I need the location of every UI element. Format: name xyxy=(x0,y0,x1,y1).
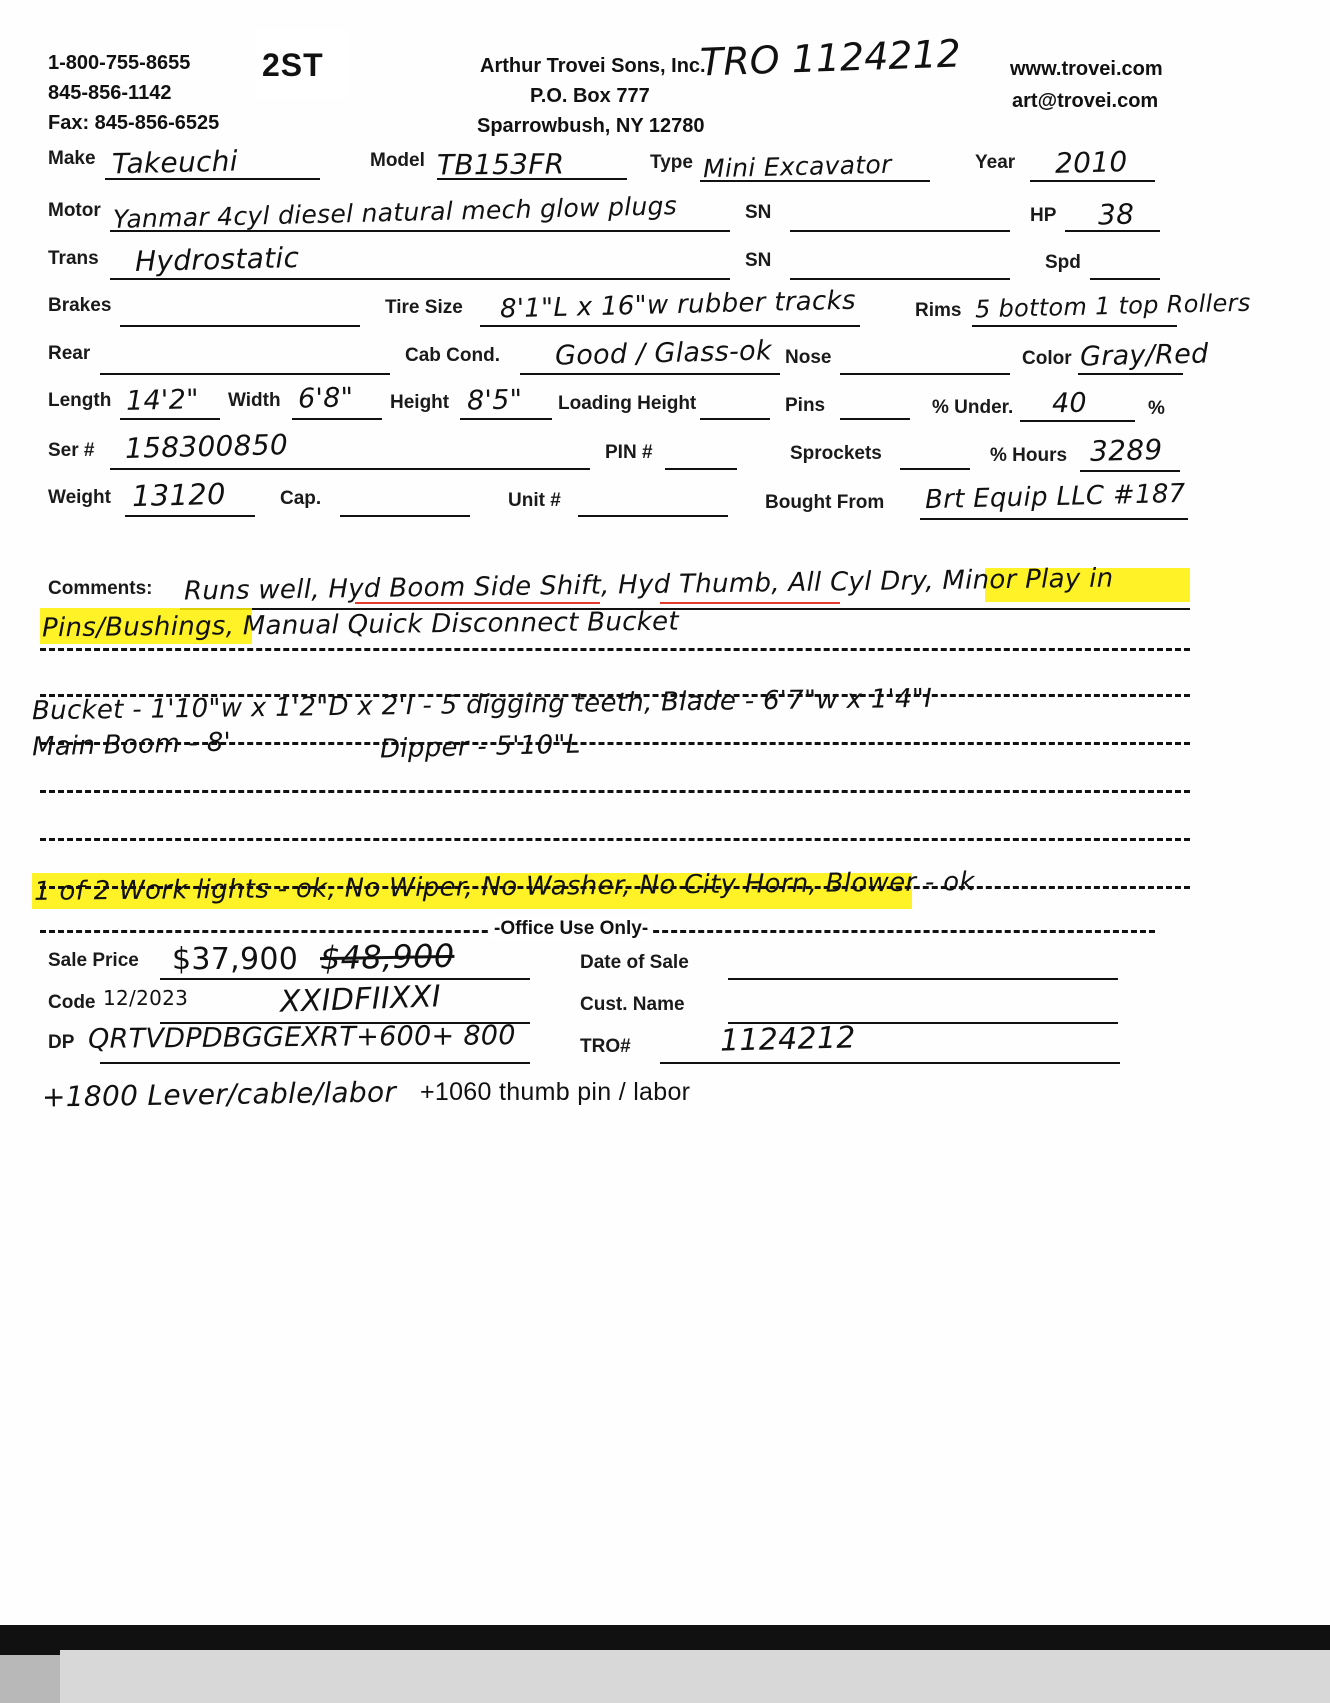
rule-year xyxy=(1030,180,1155,182)
value-year: 2010 xyxy=(1054,145,1128,180)
value-tire-size: 8'1"L x 16"w rubber tracks xyxy=(499,285,857,325)
label-sprockets: Sprockets xyxy=(790,443,882,464)
label-year: Year xyxy=(975,152,1016,173)
value-make: Takeuchi xyxy=(111,144,239,181)
label-comments: Comments: xyxy=(48,578,153,599)
redline-comments-1b xyxy=(660,602,840,604)
value-tro-num: 1124212 xyxy=(719,1020,857,1059)
value-height: 8'5" xyxy=(466,384,523,417)
value-width: 6'8" xyxy=(297,382,354,415)
rule-percent-hours xyxy=(1080,470,1180,472)
label-ser: Ser # xyxy=(48,440,95,461)
company-email: art@trovei.com xyxy=(1012,90,1159,112)
value-sale-price-crossed: $48,900 xyxy=(319,936,455,978)
rule-unit xyxy=(578,515,728,517)
footnote-typed: +1060 thumb pin / labor xyxy=(420,1078,691,1106)
rule-date-of-sale xyxy=(728,978,1118,980)
rule-height xyxy=(460,418,552,420)
label-sale-price: Sale Price xyxy=(48,950,139,971)
redline-comments-1a xyxy=(355,602,600,604)
rule-percent-under xyxy=(1020,420,1135,422)
label-nose: Nose xyxy=(785,347,832,368)
footnote-handwritten: +1800 Lever/cable/labor xyxy=(41,1075,397,1114)
rule-ser xyxy=(110,468,590,470)
rule-sale-price xyxy=(160,978,530,980)
comments-line-3: Bucket - 1'10"w x 1'2"D x 2'I - 5 digging teeth, Blade - 6'7"w x 1'4"I xyxy=(31,683,933,727)
value-code-date: 12/2023 xyxy=(103,986,189,1010)
label-length: Length xyxy=(48,390,112,411)
rule-tire-size xyxy=(480,325,860,327)
rule-width xyxy=(292,418,382,420)
rule-tro-num xyxy=(660,1062,1120,1064)
value-length: 14'2" xyxy=(125,384,200,417)
rule-weight xyxy=(125,515,255,517)
rule-rear xyxy=(100,373,390,375)
page-bottom-margin xyxy=(60,1650,1330,1703)
label-brakes: Brakes xyxy=(48,295,112,316)
company-city: Sparrowbush, NY 12780 xyxy=(477,115,705,137)
rule-sn-motor xyxy=(790,230,1010,232)
value-code-letters: XXIDFIIXXI xyxy=(279,979,442,1020)
rule-cap xyxy=(340,515,470,517)
label-motor: Motor xyxy=(48,200,101,221)
label-bought-from: Bought From xyxy=(765,492,885,513)
label-tro-num: TRO# xyxy=(580,1036,631,1057)
value-ser: 158300850 xyxy=(124,428,289,465)
label-unit: Unit # xyxy=(508,490,561,511)
dash-comments-2 xyxy=(40,648,1190,651)
phone-secondary: 845-856-1142 xyxy=(48,82,172,104)
phone-primary: 1-800-755-8655 xyxy=(48,52,191,74)
office-use-only-label: -Office Use Only- xyxy=(490,918,652,940)
label-weight: Weight xyxy=(48,487,111,508)
rule-bought-from xyxy=(920,518,1188,520)
rule-rims xyxy=(972,325,1177,327)
rule-brakes xyxy=(120,325,360,327)
label-cap: Cap. xyxy=(280,488,322,509)
label-sn-motor: SN xyxy=(745,202,772,223)
rule-color xyxy=(1078,373,1183,375)
value-bought-from: Brt Equip LLC #187 xyxy=(924,478,1186,516)
comments-line-1: Runs well, Hyd Boom Side Shift, Hyd Thumb, All Cyl Dry, Minor Play in xyxy=(183,563,1114,607)
comments-line-4b: Dipper - 5'10"L xyxy=(379,729,581,765)
label-tire-size: Tire Size xyxy=(385,297,463,318)
company-pobox: P.O. Box 777 xyxy=(530,85,650,107)
stamp-2st: 2ST xyxy=(262,47,324,83)
company-website: www.trovei.com xyxy=(1010,58,1163,80)
label-spd: Spd xyxy=(1045,252,1081,273)
label-pins: Pins xyxy=(785,395,826,416)
value-dp: QRTVDPDBGGEXRT+600+ 800 xyxy=(87,1020,516,1055)
value-trans: Hydrostatic xyxy=(134,240,300,279)
label-trans: Trans xyxy=(48,248,99,269)
dash-comments-6 xyxy=(40,838,1190,841)
label-dp: DP xyxy=(48,1032,75,1053)
rule-cab-cond xyxy=(520,373,780,375)
label-code: Code xyxy=(48,992,96,1013)
label-pin: PIN # xyxy=(605,442,653,463)
label-percent-hours: % Hours xyxy=(990,445,1068,466)
rule-length xyxy=(120,418,220,420)
rule-sn-trans xyxy=(790,278,1010,280)
value-percent-hours: 3289 xyxy=(1089,433,1163,468)
dash-comments-5 xyxy=(40,790,1190,793)
label-hp: HP xyxy=(1030,205,1057,226)
rule-trans xyxy=(110,278,730,280)
value-percent-under: 40 xyxy=(1051,387,1088,420)
comments-line-7: 1 of 2 Work lights - ok, No Wiper, No Washer, No City Horn, Blower - ok xyxy=(33,867,975,907)
label-width: Width xyxy=(228,390,281,411)
label-height: Height xyxy=(390,392,450,413)
label-date-of-sale: Date of Sale xyxy=(580,952,689,973)
label-rims: Rims xyxy=(915,300,962,321)
value-color: Gray/Red xyxy=(1079,338,1209,373)
label-type: Type xyxy=(650,152,693,173)
rule-dp xyxy=(100,1062,530,1064)
tro-number-handwritten: TRO 1124212 xyxy=(699,31,962,85)
fax-number: Fax: 845-856-6525 xyxy=(48,112,220,134)
rule-pin xyxy=(665,468,737,470)
label-cab-cond: Cab Cond. xyxy=(405,345,500,366)
label-sn-trans: SN xyxy=(745,250,772,271)
rule-nose xyxy=(840,373,1010,375)
value-rims: 5 bottom 1 top Rollers xyxy=(974,288,1251,324)
label-percent-under: % Under. xyxy=(932,397,1014,418)
rule-sprockets xyxy=(900,468,970,470)
label-percent-sign: % xyxy=(1148,398,1165,419)
rule-loading-height xyxy=(700,418,770,420)
comments-line-4: Main Boom - 8' xyxy=(31,727,232,763)
label-cust-name: Cust. Name xyxy=(580,994,685,1015)
label-color: Color xyxy=(1022,348,1072,369)
value-model: TB153FR xyxy=(436,147,565,182)
value-cab-cond: Good / Glass-ok xyxy=(554,335,773,372)
label-make: Make xyxy=(48,148,96,169)
value-hp: 38 xyxy=(1097,197,1135,232)
rule-spd xyxy=(1090,278,1160,280)
value-sale-price: $37,900 xyxy=(172,942,299,977)
rule-pins xyxy=(840,418,910,420)
company-name: Arthur Trovei Sons, Inc. xyxy=(480,55,706,77)
label-rear: Rear xyxy=(48,343,91,364)
value-type: Mini Excavator xyxy=(702,149,892,184)
value-motor: Yanmar 4cyl diesel natural mech glow plugs xyxy=(112,191,678,234)
label-loading-height: Loading Height xyxy=(558,393,697,414)
comments-line-2: Pins/Bushings, Manual Quick Disconnect Bucket xyxy=(41,606,680,644)
label-model: Model xyxy=(370,150,425,171)
value-weight: 13120 xyxy=(131,476,227,514)
